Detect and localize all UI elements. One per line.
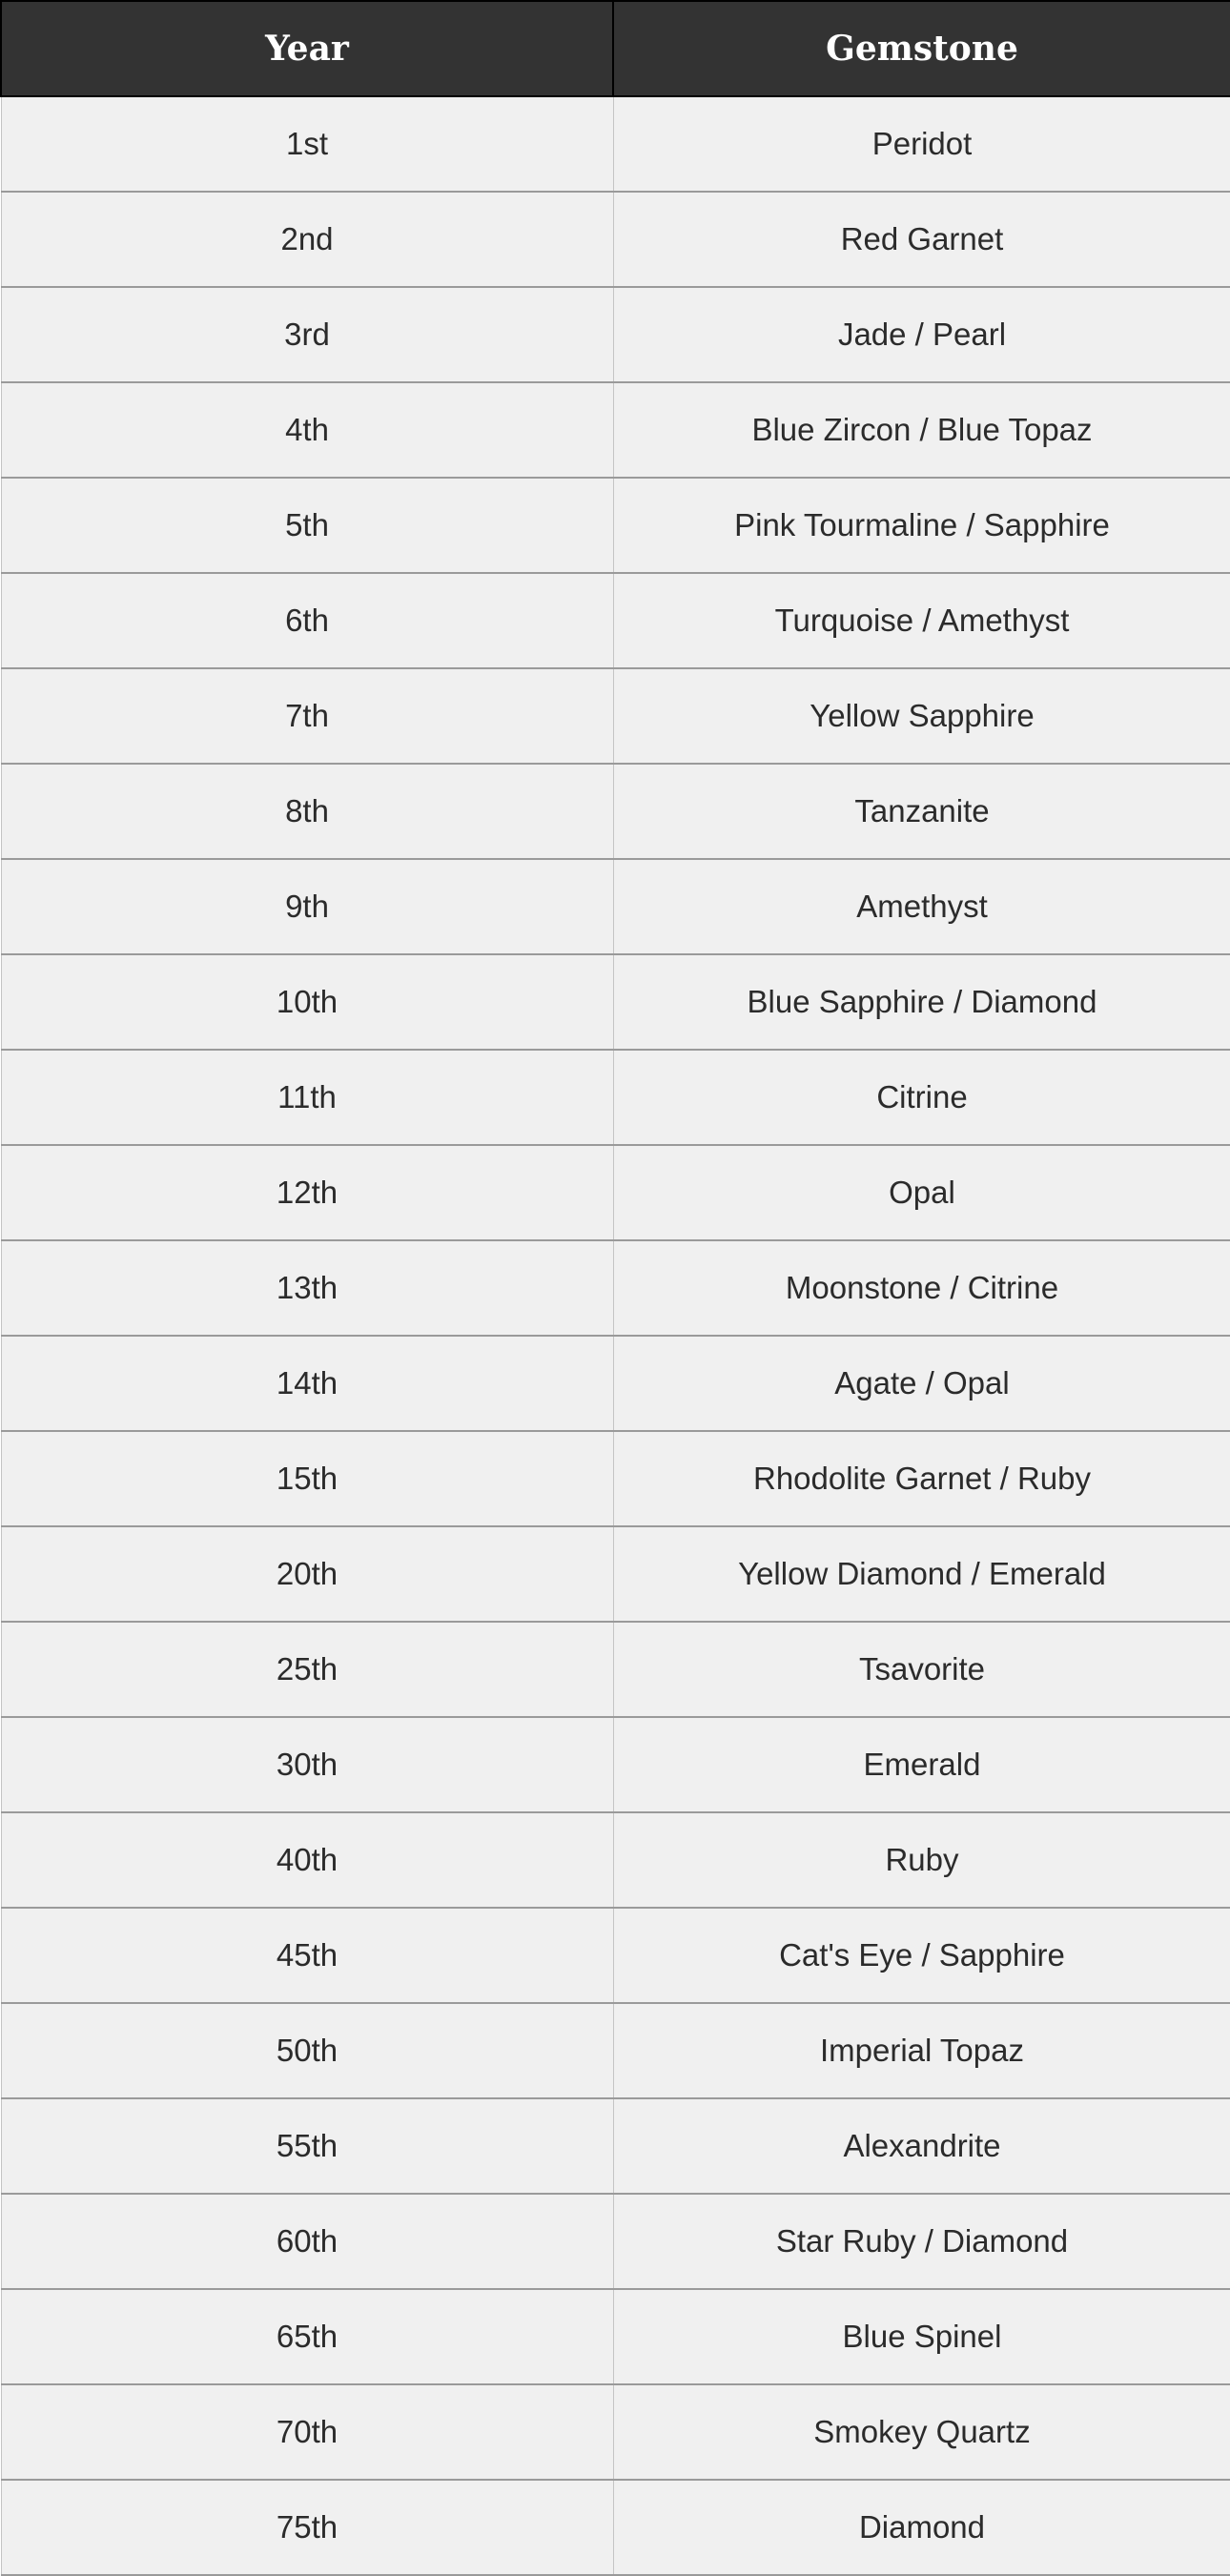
gemstone-cell: Amethyst [613,859,1230,954]
gemstone-cell: Moonstone / Citrine [613,1240,1230,1336]
gemstone-cell: Smokey Quartz [613,2384,1230,2480]
table-row [1,2289,1230,2384]
year-cell: 6th [1,573,613,668]
year-cell: 10th [1,954,613,1050]
gemstone-cell: Imperial Topaz [613,2003,1230,2098]
year-cell: 75th [1,2480,613,2575]
table-row [1,573,1230,668]
year-cell: 2nd [1,192,613,287]
table-row [1,1526,1230,1622]
gemstone-cell: Ruby [613,1812,1230,1908]
year-cell: 7th [1,668,613,764]
year-cell: 5th [1,478,613,573]
table-row [1,859,1230,954]
table-row [1,2003,1230,2098]
year-cell: 25th [1,1622,613,1717]
year-cell: 11th [1,1050,613,1145]
gemstone-cell: Red Garnet [613,192,1230,287]
gemstone-cell: Blue Spinel [613,2289,1230,2384]
year-cell: 4th [1,382,613,478]
table-row [1,764,1230,859]
gemstone-cell: Pink Tourmaline / Sapphire [613,478,1230,573]
gemstone-cell: Blue Zircon / Blue Topaz [613,382,1230,478]
table-row [1,1145,1230,1240]
year-cell: 8th [1,764,613,859]
gemstone-cell: Citrine [613,1050,1230,1145]
gemstone-cell: Turquoise / Amethyst [613,573,1230,668]
table-row [1,1240,1230,1336]
table-row [1,1336,1230,1431]
gemstone-cell: Agate / Opal [613,1336,1230,1431]
table-row [1,192,1230,287]
gemstone-cell: Yellow Diamond / Emerald [613,1526,1230,1622]
year-cell: 9th [1,859,613,954]
table-row [1,478,1230,573]
header-row [1,1,1230,96]
table-row [1,668,1230,764]
year-cell: 65th [1,2289,613,2384]
table-row [1,1908,1230,2003]
gemstone-cell: Opal [613,1145,1230,1240]
gemstone-cell: Peridot [613,96,1230,192]
gemstone-cell: Tanzanite [613,764,1230,859]
year-cell: 30th [1,1717,613,1812]
table-row [1,96,1230,192]
gemstone-column-header: Gemstone [613,1,1230,96]
gemstone-cell: Emerald [613,1717,1230,1812]
table-row [1,382,1230,478]
gemstone-cell: Rhodolite Garnet / Ruby [613,1431,1230,1526]
year-cell: 12th [1,1145,613,1240]
gemstone-cell: Jade / Pearl [613,287,1230,382]
gemstone-cell: Yellow Sapphire [613,668,1230,764]
table-body [1,96,1230,2575]
table-row [1,1431,1230,1526]
table-row [1,1622,1230,1717]
year-cell: 45th [1,1908,613,2003]
year-cell: 55th [1,2098,613,2194]
table-row [1,1717,1230,1812]
year-cell: 3rd [1,287,613,382]
gemstone-cell: Blue Sapphire / Diamond [613,954,1230,1050]
year-column-header: Year [1,1,613,96]
gemstone-cell: Cat's Eye / Sapphire [613,1908,1230,2003]
year-cell: 40th [1,1812,613,1908]
table-row [1,1812,1230,1908]
year-cell: 13th [1,1240,613,1336]
table-row [1,954,1230,1050]
table-row [1,287,1230,382]
year-cell: 14th [1,1336,613,1431]
year-cell: 20th [1,1526,613,1622]
gemstone-cell: Tsavorite [613,1622,1230,1717]
year-cell: 60th [1,2194,613,2289]
table-row [1,2480,1230,2575]
table-row [1,1050,1230,1145]
gemstone-cell: Diamond [613,2480,1230,2575]
year-cell: 50th [1,2003,613,2098]
table-row [1,2384,1230,2480]
year-cell: 1st [1,96,613,192]
year-cell: 70th [1,2384,613,2480]
table-row [1,2098,1230,2194]
year-cell: 15th [1,1431,613,1526]
table-header [1,1,1230,96]
table-row [1,2194,1230,2289]
gemstone-cell: Alexandrite [613,2098,1230,2194]
gemstone-cell: Star Ruby / Diamond [613,2194,1230,2289]
